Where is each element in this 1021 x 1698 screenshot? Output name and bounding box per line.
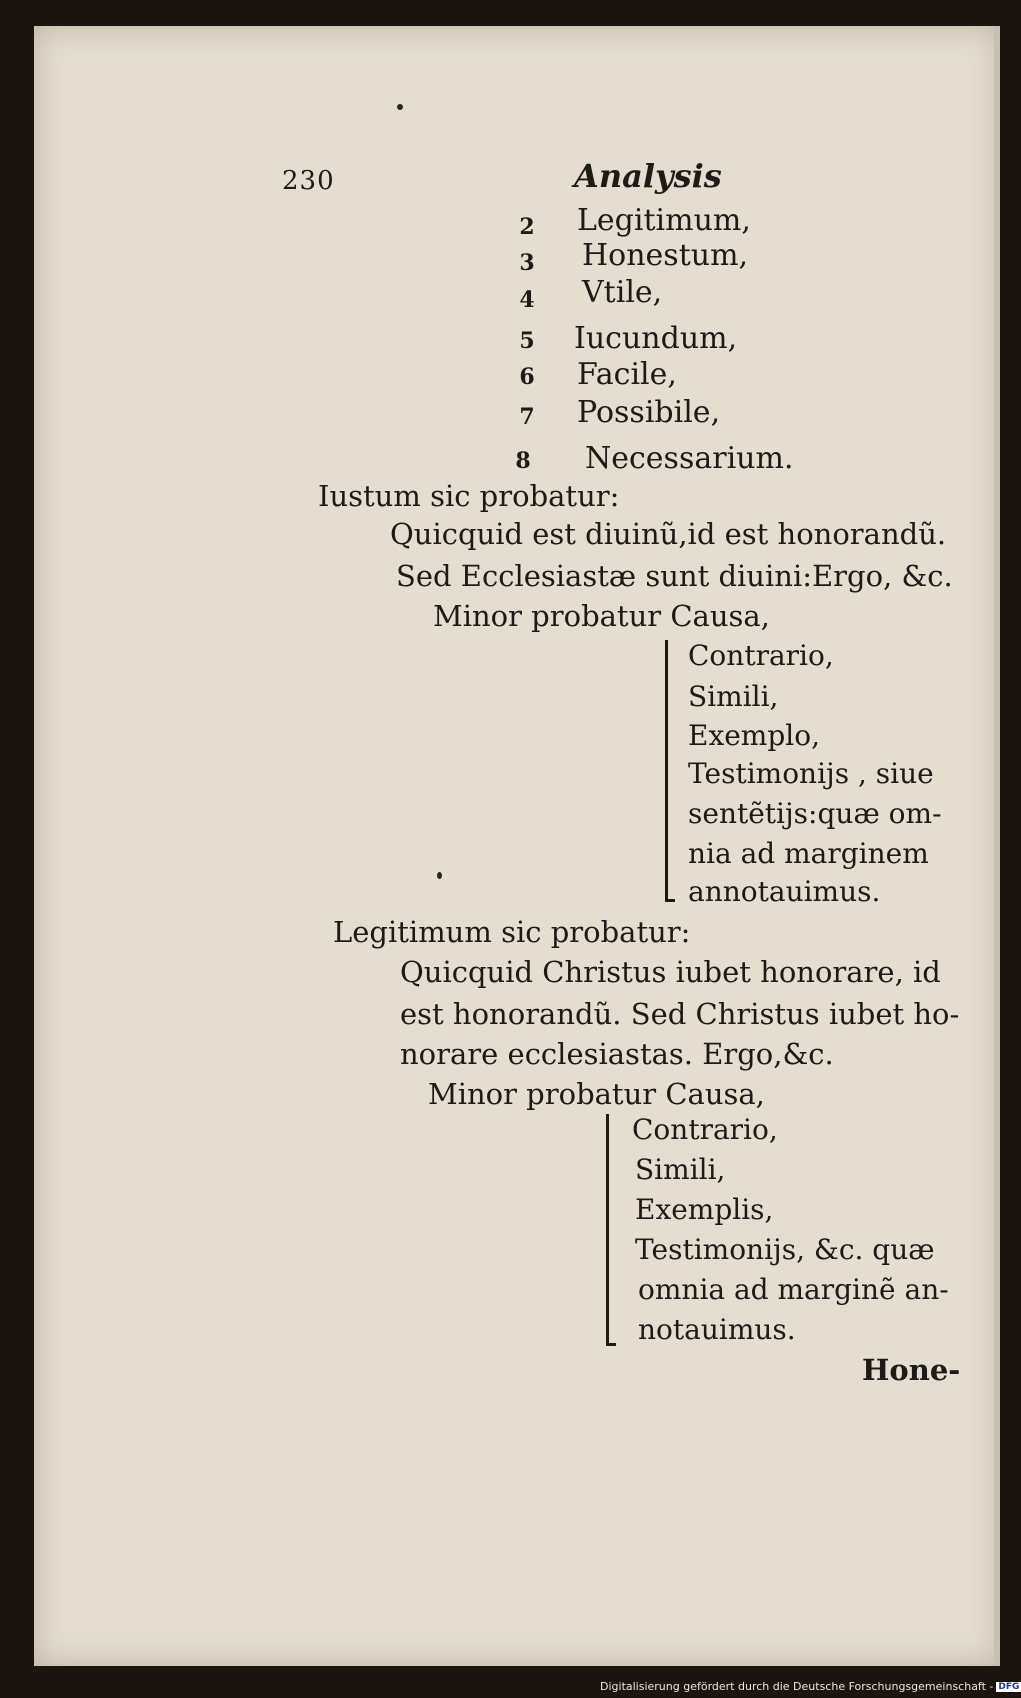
digitization-credit xyxy=(600,1680,1021,1693)
bracket-item: notauimus. xyxy=(638,1313,796,1346)
catchword: Hone- xyxy=(862,1353,961,1387)
bracket-foot xyxy=(606,1343,616,1346)
argument-line: Quicquid Christus iubet honorare, id xyxy=(400,955,941,989)
list-item: Facile, xyxy=(577,357,677,392)
list-item: Vtile, xyxy=(582,275,663,310)
section-heading: Legitimum sic probatur: xyxy=(333,915,691,949)
argument-line: Sed Ecclesiastæ sunt diuini:Ergo, &c. xyxy=(396,559,953,593)
running-head: Analysis xyxy=(574,157,722,195)
bracket-foot xyxy=(665,899,675,902)
list-number: 6 xyxy=(519,364,535,390)
list-number: 3 xyxy=(519,250,535,276)
section-heading: Iustum sic probatur: xyxy=(318,479,620,513)
bracket-item: Exemplis, xyxy=(635,1193,774,1226)
list-item: Iucundum, xyxy=(574,321,738,356)
list-number: 8 xyxy=(515,448,531,474)
bracket-item: sentẽtijs:quæ om- xyxy=(688,797,942,830)
bracket-item: nia ad marginem xyxy=(688,837,929,870)
argument-line: Quicquid est diuinũ,id est honorandũ. xyxy=(390,517,947,551)
bracket xyxy=(606,1114,609,1346)
list-number: 7 xyxy=(519,404,535,430)
minor-premise: Minor probatur Causa, xyxy=(433,599,770,633)
ink-spot xyxy=(437,872,442,879)
bracket-item: Testimonijs, &c. quæ xyxy=(635,1233,935,1266)
list-item: Legitimum, xyxy=(577,203,751,238)
page-number: 230 xyxy=(282,166,335,196)
argument-line: norare ecclesiastas. Ergo,&c. xyxy=(400,1037,834,1071)
bracket-item: omnia ad marginẽ an- xyxy=(638,1273,949,1306)
list-item: Necessarium. xyxy=(585,441,794,476)
bracket-item: Contrario, xyxy=(632,1113,778,1146)
bracket-item: Contrario, xyxy=(688,639,834,672)
bracket-item: annotauimus. xyxy=(688,875,881,908)
bracket-item: Simili, xyxy=(635,1153,726,1186)
bracket-item: Exemplo, xyxy=(688,719,820,752)
list-number: 2 xyxy=(519,214,535,240)
bracket-item: Testimonijs , siue xyxy=(688,757,934,790)
list-number: 5 xyxy=(519,328,535,354)
list-item: Possibile, xyxy=(577,395,721,430)
page-edge xyxy=(994,26,1000,1666)
list-item: Honestum, xyxy=(582,238,749,273)
argument-line: est honorandũ. Sed Christus iubet ho- xyxy=(400,997,960,1031)
dfg-logo: DFG xyxy=(998,1682,1020,1692)
ink-spot xyxy=(397,104,403,110)
list-number: 4 xyxy=(519,287,535,313)
minor-premise: Minor probatur Causa, xyxy=(428,1077,765,1111)
bracket xyxy=(665,640,668,902)
bracket-item: Simili, xyxy=(688,680,779,713)
credit-text: Digitalisierung gefördert durch die Deutsche Forschungsgemeinschaft - xyxy=(600,1680,994,1693)
